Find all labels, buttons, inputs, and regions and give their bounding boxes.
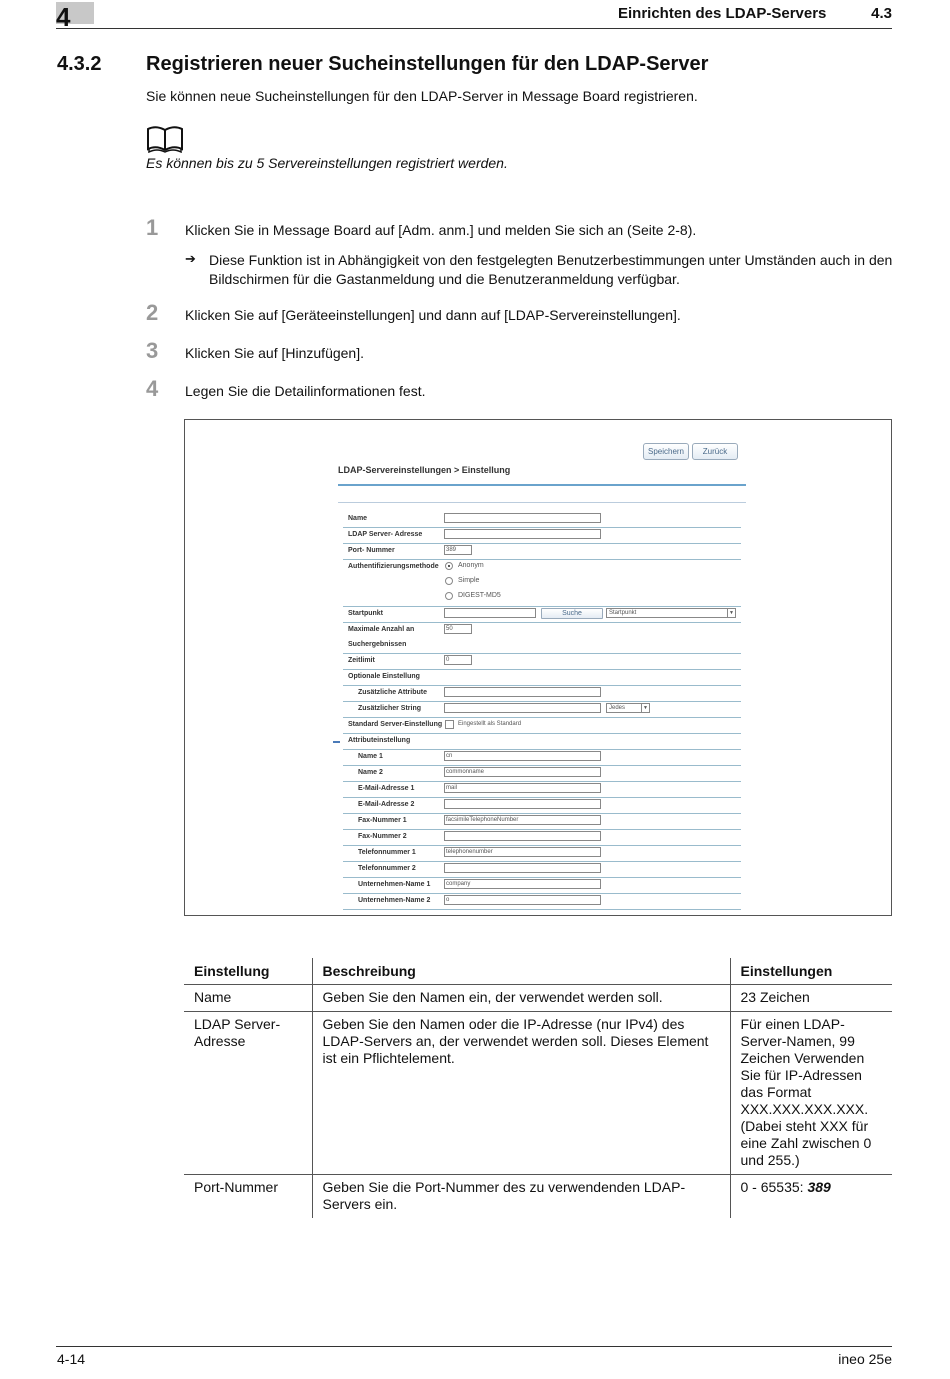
table-header: Einstellung [184,958,312,985]
field-label: Attributeinstellung [348,737,411,744]
running-header-title: Einrichten des LDAP-Servers [618,5,827,22]
table-header: Einstellungen [730,958,892,985]
select-value: Jedes [609,705,626,711]
table-row [184,1012,892,1175]
form-row-optional [343,670,741,686]
table-cell: Geben Sie den Namen oder die IP-Adresse (nur IPv4) des LDAP-Servers an, der verwendet werden soll. Dieses Element ist ein Pflichtelement. [312,1012,730,1175]
extra-attr-input[interactable] [444,687,601,697]
running-header-section: 4.3 [871,5,892,22]
form-row-timeout [343,654,741,670]
substep-text: Diese Funktion ist in Abhängigkeit von den festgelegten Benutzerbestimmungen unter Umständen auch in den Bildschirmen für die Gastanmeldung und die Benutzeranmeldung verfügbar. [209,252,893,287]
field-label: Suchergebnissen [348,641,407,648]
checkbox-label: Eingestellt als Standard [458,721,522,727]
form-row-tel1 [343,846,741,862]
form-row-tel2 [343,862,741,878]
start-input[interactable] [444,608,536,618]
start-select[interactable] [606,608,736,618]
form-row-max [343,623,741,654]
screen-title: LDAP-Servereinstellungen > Einstellung [338,465,511,475]
section-number: 4.3.2 [57,53,102,75]
form-row-name1 [343,750,741,766]
name1-input[interactable]: cn [444,751,601,761]
step-number: 1 [146,215,159,240]
step-text: Legen Sie die Detailinformationen fest. [185,383,426,399]
form-row-fax2 [343,830,741,846]
field-label: Standard Server-Einstellung [348,721,443,728]
field-label: Maximale Anzahl an [348,626,415,633]
table-header: Beschreibung [312,958,730,985]
field-label: Unternehmen-Name 2 [358,897,431,904]
chevron-down-icon: ▼ [727,609,735,617]
chapter-number: 4 [56,2,71,32]
header-rule [56,28,892,29]
step-text: Klicken Sie auf [Geräteeinstellungen] und dann auf [LDAP-Servereinstellungen]. [185,307,681,323]
timeout-input[interactable]: 0 [444,655,472,665]
server-address-input[interactable] [444,529,601,539]
arrow-icon: ➔ [185,251,196,266]
form-row-auth [343,560,741,607]
table-cell: LDAP Server-Adresse [184,1012,312,1175]
settings-table [184,958,892,1218]
select-value: Startpunkt [609,610,637,616]
page-number: 4-14 [57,1351,86,1367]
field-label: LDAP Server- Adresse [348,531,423,538]
name-input[interactable] [444,513,601,523]
tel1-input[interactable]: telephonenumber [444,847,601,857]
chevron-down-icon: ▼ [641,704,649,712]
name2-input[interactable]: commonname [444,767,601,777]
company1-input[interactable]: company [444,879,601,889]
form-row-extra-string [343,702,741,718]
table-row [184,985,892,1012]
company2-input[interactable]: o [444,895,601,905]
save-button[interactable]: Speichern [643,443,689,460]
ldap-settings-screenshot [184,419,892,916]
section-intro: Sie können neue Sucheinstellungen für den LDAP-Server in Message Board registrieren. [146,88,698,104]
fax1-input[interactable]: facsimileTelephoneNumber [444,815,601,825]
form-row-attr-settings[interactable] [343,734,741,750]
table-cell: Name [184,985,312,1012]
field-label: Zusätzlicher String [358,705,422,712]
form-row-extra-attr [343,686,741,702]
step-text: Klicken Sie auf [Hinzufügen]. [185,345,364,361]
form-row-email2 [343,798,741,814]
book-icon [146,125,184,153]
auth-radio-simple[interactable] [445,577,453,585]
product-name: ineo 25e [838,1351,892,1367]
email1-input[interactable]: mail [444,783,601,793]
section-title: Registrieren neuer Sucheinstellungen für den LDAP-Server [146,53,709,75]
table-cell: Geben Sie den Namen ein, der verwendet werden soll. [312,985,730,1012]
table-cell [730,1175,892,1219]
radio-label: DIGEST-MD5 [458,592,501,599]
email2-input[interactable] [444,799,601,809]
default-checkbox[interactable] [445,720,454,729]
form-row-company1 [343,878,741,894]
form-row-port [343,544,741,560]
fax2-input[interactable] [444,831,601,841]
table-cell: Für einen LDAP-Server-Namen, 99 Zeichen Verwenden Sie für IP-Adressen das Format XXX.XXX.XXX.XXX. (Dabei steht XXX für eine Zahl zwischen 0 und 255.) [730,1012,892,1175]
form-row-server-address [343,528,741,544]
range-text: 0 - 65535: [740,1179,808,1195]
field-label: Authentifizierungsmethode [348,563,439,570]
field-label: Startpunkt [348,610,383,617]
form-row-default-server [343,718,741,734]
extra-string-input[interactable] [444,703,601,713]
divider [338,502,746,503]
field-label: E-Mail-Adresse 2 [358,801,415,808]
back-button[interactable]: Zurück [692,443,738,460]
field-label: Name 2 [358,769,383,776]
form-row-fax1 [343,814,741,830]
form-row-name [343,512,741,528]
field-label: Telefonnummer 1 [358,849,416,856]
footer-rule [56,1346,892,1347]
table-header-row [184,958,892,985]
tel2-input[interactable] [444,863,601,873]
step-number: 3 [146,338,159,363]
field-label: Name 1 [358,753,383,760]
field-label: Telefonnummer 2 [358,865,416,872]
radio-label: Anonym [458,562,484,569]
step-number: 4 [146,376,159,401]
form-row-email1 [343,782,741,798]
field-label: Port- Nummer [348,547,395,554]
field-label: Name [348,515,368,522]
field-label: Unternehmen-Name 1 [358,881,431,888]
note-text: Es können bis zu 5 Servereinstellungen registriert werden. [146,155,508,171]
search-button[interactable]: Suche [541,608,603,619]
radio-label: Simple [458,577,480,584]
max-results-input[interactable]: 50 [444,624,472,634]
auth-radio-anonym[interactable] [445,562,453,570]
collapse-icon[interactable] [333,741,340,743]
table-cell: Port-Nummer [194,1179,279,1195]
field-label: Fax-Nummer 2 [358,833,407,840]
table-row [184,1175,892,1219]
step-number: 2 [146,300,159,325]
field-label: Fax-Nummer 1 [358,817,407,824]
default-value: 389 [807,1179,831,1195]
table-cell: Geben Sie die Port-Nummer des zu verwendenden LDAP-Servers ein. [312,1175,730,1219]
field-label: Zusätzliche Attribute [358,689,427,696]
string-select[interactable] [606,703,650,713]
form-row-company2 [343,894,741,910]
table-cell: 23 Zeichen [730,985,892,1012]
field-label: Zeitlimit [348,657,375,664]
form-row-start [343,607,741,623]
form-row-name2 [343,766,741,782]
auth-radio-digest[interactable] [445,592,453,600]
field-label: Optionale Einstellung [348,673,420,680]
step-text: Klicken Sie in Message Board auf [Adm. anm.] und melden Sie sich an (Seite 2-8). [185,222,697,238]
port-input[interactable]: 389 [444,545,472,555]
field-label: E-Mail-Adresse 1 [358,785,415,792]
title-underline [338,484,746,486]
